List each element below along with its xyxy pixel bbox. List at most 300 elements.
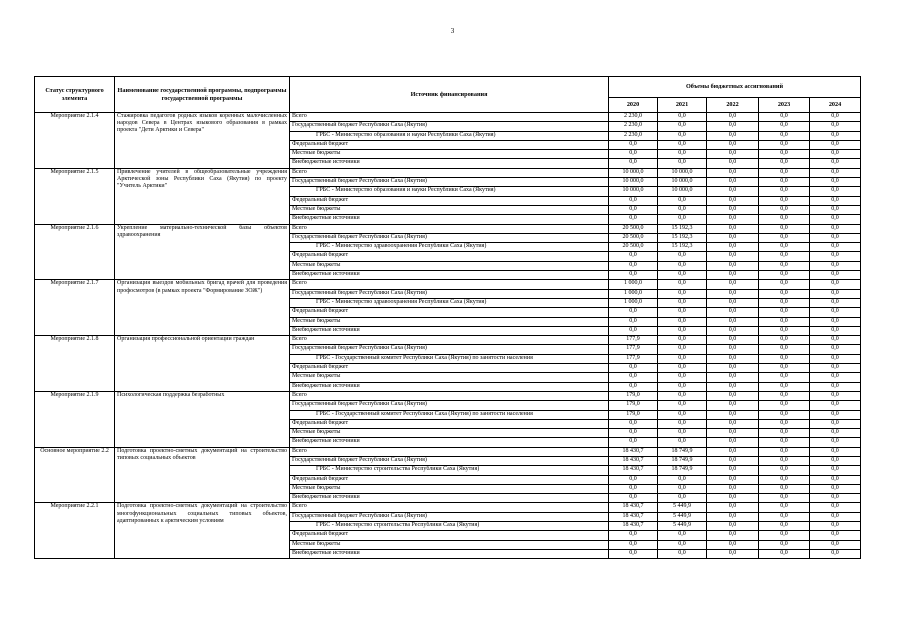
budget-value: 0,0 xyxy=(810,354,861,363)
budget-value: 0,0 xyxy=(609,150,658,159)
budget-value: 2 230,0 xyxy=(609,131,658,140)
table-body xyxy=(35,113,861,559)
budget-value: 0,0 xyxy=(658,215,707,224)
budget-value: 0,0 xyxy=(707,140,759,149)
budget-value: 0,0 xyxy=(759,410,810,419)
funding-source: Государственный бюджет Республики Саха (Якутия) xyxy=(290,401,609,410)
budget-value: 0,0 xyxy=(707,549,759,558)
funding-source: Федеральный бюджет xyxy=(290,308,609,317)
row-name: Подготовка проектно-сметных документаций на строительство типовых социальных объектов xyxy=(115,447,290,503)
budget-value: 0,0 xyxy=(707,298,759,307)
budget-value: 0,0 xyxy=(707,308,759,317)
row-status: Мероприятие 2.1.8 xyxy=(35,336,115,392)
budget-value: 0,0 xyxy=(759,122,810,131)
budget-value: 0,0 xyxy=(707,280,759,289)
budget-value: 0,0 xyxy=(759,336,810,345)
funding-source: Внебюджетные источники xyxy=(290,382,609,391)
budget-value: 0,0 xyxy=(609,494,658,503)
funding-source: ГРБС - Министерство здравоохранения Республики Саха (Якутия) xyxy=(290,298,609,307)
budget-value: 0,0 xyxy=(609,364,658,373)
budget-value: 0,0 xyxy=(810,131,861,140)
budget-value: 0,0 xyxy=(810,243,861,252)
row-status: Мероприятие 2.2.1 xyxy=(35,503,115,559)
budget-value: 0,0 xyxy=(810,466,861,475)
budget-value: 0,0 xyxy=(658,345,707,354)
budget-value: 10 000,0 xyxy=(609,168,658,177)
funding-source: Всего xyxy=(290,168,609,177)
budget-value: 0,0 xyxy=(759,215,810,224)
funding-source: Государственный бюджет Республики Саха (Якутия) xyxy=(290,289,609,298)
budget-value: 0,0 xyxy=(810,345,861,354)
funding-source: Внебюджетные источники xyxy=(290,438,609,447)
budget-value: 0,0 xyxy=(707,382,759,391)
budget-value: 0,0 xyxy=(707,401,759,410)
row-name: Организация профессиональной ориентации граждан xyxy=(115,336,290,392)
budget-value: 0,0 xyxy=(759,140,810,149)
budget-value: 0,0 xyxy=(658,354,707,363)
budget-value: 0,0 xyxy=(658,261,707,270)
table-row xyxy=(35,336,861,345)
budget-value: 0,0 xyxy=(810,447,861,456)
budget-value: 18 749,9 xyxy=(658,466,707,475)
budget-value: 0,0 xyxy=(658,373,707,382)
budget-value: 0,0 xyxy=(707,419,759,428)
budget-value: 0,0 xyxy=(609,252,658,261)
budget-value: 0,0 xyxy=(810,456,861,465)
budget-value: 0,0 xyxy=(810,512,861,521)
table-row xyxy=(35,447,861,456)
budget-value: 0,0 xyxy=(658,391,707,400)
budget-value: 0,0 xyxy=(658,252,707,261)
budget-value: 0,0 xyxy=(759,243,810,252)
budget-value: 0,0 xyxy=(658,308,707,317)
budget-value: 0,0 xyxy=(658,298,707,307)
table-row xyxy=(35,113,861,122)
budget-value: 0,0 xyxy=(759,224,810,233)
funding-source: Внебюджетные источники xyxy=(290,271,609,280)
budget-value: 0,0 xyxy=(810,401,861,410)
funding-source: ГРБС - Министерство образования и науки Республики Саха (Якутия) xyxy=(290,131,609,140)
budget-value: 20 500,0 xyxy=(609,233,658,242)
budget-value: 0,0 xyxy=(759,419,810,428)
budget-value: 0,0 xyxy=(658,484,707,493)
budget-value: 1 000,0 xyxy=(609,298,658,307)
funding-source: Государственный бюджет Республики Саха (Якутия) xyxy=(290,122,609,131)
budget-value: 0,0 xyxy=(707,494,759,503)
budget-value: 0,0 xyxy=(759,159,810,168)
row-name: Организация выездов мобильных бригад врачей для проведения профосмотров (в рамках проекта "Формирование ЗОЖ") xyxy=(115,280,290,336)
budget-value: 0,0 xyxy=(759,466,810,475)
budget-value: 0,0 xyxy=(707,150,759,159)
funding-source: Федеральный бюджет xyxy=(290,252,609,261)
budget-value: 0,0 xyxy=(609,531,658,540)
budget-value: 0,0 xyxy=(759,233,810,242)
funding-source: Всего xyxy=(290,447,609,456)
budget-value: 0,0 xyxy=(810,205,861,214)
budget-value: 0,0 xyxy=(810,475,861,484)
budget-value: 0,0 xyxy=(810,419,861,428)
budget-value: 0,0 xyxy=(810,140,861,149)
funding-source: ГРБС - Государственный комитет Республики Саха (Якутия) по занятости населения xyxy=(290,410,609,419)
budget-value: 0,0 xyxy=(759,317,810,326)
budget-value: 0,0 xyxy=(707,484,759,493)
budget-value: 0,0 xyxy=(707,466,759,475)
budget-value: 0,0 xyxy=(810,233,861,242)
budget-value: 0,0 xyxy=(810,438,861,447)
budget-value: 0,0 xyxy=(707,391,759,400)
budget-value: 10 000,0 xyxy=(609,178,658,187)
header-year: 2021 xyxy=(658,98,707,113)
funding-source: Местные бюджеты xyxy=(290,150,609,159)
budget-value: 0,0 xyxy=(707,289,759,298)
budget-value: 0,0 xyxy=(707,475,759,484)
budget-value: 0,0 xyxy=(810,196,861,205)
table-header xyxy=(35,77,861,113)
budget-value: 0,0 xyxy=(810,252,861,261)
budget-value: 0,0 xyxy=(810,494,861,503)
budget-value: 0,0 xyxy=(810,503,861,512)
budget-value: 179,0 xyxy=(609,401,658,410)
budget-value: 177,9 xyxy=(609,336,658,345)
budget-value: 0,0 xyxy=(759,261,810,270)
budget-value: 0,0 xyxy=(707,429,759,438)
budget-value: 0,0 xyxy=(759,354,810,363)
budget-value: 0,0 xyxy=(810,549,861,558)
budget-value: 0,0 xyxy=(658,122,707,131)
row-status: Мероприятие 2.1.4 xyxy=(35,113,115,169)
budget-value: 0,0 xyxy=(658,280,707,289)
budget-value: 0,0 xyxy=(810,224,861,233)
budget-value: 0,0 xyxy=(658,326,707,335)
budget-value: 0,0 xyxy=(707,410,759,419)
budget-value: 0,0 xyxy=(658,475,707,484)
funding-source: Всего xyxy=(290,503,609,512)
funding-source: ГРБС - Министерство строительства Республики Саха (Якутия) xyxy=(290,522,609,531)
budget-value: 0,0 xyxy=(707,326,759,335)
funding-source: Всего xyxy=(290,336,609,345)
budget-value: 0,0 xyxy=(759,549,810,558)
header-year: 2020 xyxy=(609,98,658,113)
table-row xyxy=(35,168,861,177)
budget-value: 0,0 xyxy=(609,261,658,270)
budget-value: 1 000,0 xyxy=(609,280,658,289)
funding-source: Местные бюджеты xyxy=(290,429,609,438)
budget-value: 0,0 xyxy=(658,531,707,540)
funding-source: Федеральный бюджет xyxy=(290,531,609,540)
budget-value: 0,0 xyxy=(810,317,861,326)
budget-value: 0,0 xyxy=(658,429,707,438)
budget-value: 0,0 xyxy=(707,354,759,363)
page-number: 3 xyxy=(450,27,455,35)
funding-source: Государственный бюджет Республики Саха (Якутия) xyxy=(290,345,609,354)
funding-source: ГРБС - Министерство здравоохранения Республики Саха (Якутия) xyxy=(290,243,609,252)
budget-value: 0,0 xyxy=(759,447,810,456)
budget-value: 0,0 xyxy=(609,317,658,326)
budget-value: 10 000,0 xyxy=(658,178,707,187)
budget-value: 0,0 xyxy=(707,178,759,187)
budget-value: 18 749,9 xyxy=(658,447,707,456)
budget-value: 0,0 xyxy=(810,271,861,280)
funding-source: Федеральный бюджет xyxy=(290,364,609,373)
budget-value: 0,0 xyxy=(707,113,759,122)
budget-value: 18 430,7 xyxy=(609,503,658,512)
budget-value: 0,0 xyxy=(658,205,707,214)
budget-value: 0,0 xyxy=(759,298,810,307)
budget-value: 0,0 xyxy=(810,382,861,391)
table-row xyxy=(35,391,861,400)
budget-value: 0,0 xyxy=(759,531,810,540)
budget-value: 0,0 xyxy=(759,475,810,484)
budget-value: 0,0 xyxy=(810,298,861,307)
row-name: Психологическая поддержка безработных xyxy=(115,391,290,447)
budget-value: 0,0 xyxy=(810,178,861,187)
budget-value: 0,0 xyxy=(810,326,861,335)
budget-value: 0,0 xyxy=(609,484,658,493)
budget-value: 0,0 xyxy=(759,113,810,122)
budget-value: 0,0 xyxy=(759,494,810,503)
budget-value: 0,0 xyxy=(658,196,707,205)
budget-value: 0,0 xyxy=(609,419,658,428)
budget-value: 0,0 xyxy=(609,196,658,205)
budget-value: 0,0 xyxy=(707,215,759,224)
budget-value: 1 000,0 xyxy=(609,289,658,298)
budget-value: 0,0 xyxy=(810,308,861,317)
budget-value: 0,0 xyxy=(609,140,658,149)
funding-source: Местные бюджеты xyxy=(290,205,609,214)
budget-value: 0,0 xyxy=(810,484,861,493)
budget-value: 0,0 xyxy=(658,410,707,419)
funding-source: Государственный бюджет Республики Саха (Якутия) xyxy=(290,233,609,242)
budget-value: 2 230,0 xyxy=(609,113,658,122)
budget-value: 0,0 xyxy=(810,289,861,298)
budget-value: 0,0 xyxy=(609,308,658,317)
budget-value: 5 449,9 xyxy=(658,512,707,521)
table-row xyxy=(35,280,861,289)
funding-source: Внебюджетные источники xyxy=(290,549,609,558)
funding-source: ГРБС - Государственный комитет Республики Саха (Якутия) по занятости населения xyxy=(290,354,609,363)
budget-value: 0,0 xyxy=(707,168,759,177)
budget-value: 0,0 xyxy=(759,308,810,317)
budget-value: 0,0 xyxy=(609,382,658,391)
budget-value: 18 430,7 xyxy=(609,522,658,531)
budget-value: 0,0 xyxy=(707,271,759,280)
header-source: Источник финансирования xyxy=(290,77,609,113)
budget-value: 15 192,3 xyxy=(658,233,707,242)
budget-value: 0,0 xyxy=(707,503,759,512)
budget-value: 0,0 xyxy=(759,391,810,400)
funding-source: Федеральный бюджет xyxy=(290,140,609,149)
budget-value: 0,0 xyxy=(810,373,861,382)
budget-value: 0,0 xyxy=(707,187,759,196)
budget-value: 0,0 xyxy=(759,150,810,159)
budget-value: 0,0 xyxy=(707,159,759,168)
budget-value: 0,0 xyxy=(658,140,707,149)
budget-value: 0,0 xyxy=(658,159,707,168)
budget-value: 0,0 xyxy=(707,224,759,233)
budget-value: 0,0 xyxy=(609,373,658,382)
budget-value: 0,0 xyxy=(707,196,759,205)
budget-value: 0,0 xyxy=(810,429,861,438)
budget-value: 0,0 xyxy=(707,522,759,531)
budget-value: 0,0 xyxy=(707,261,759,270)
budget-value: 10 000,0 xyxy=(658,168,707,177)
budget-value: 0,0 xyxy=(707,345,759,354)
budget-value: 10 000,0 xyxy=(609,187,658,196)
budget-value: 0,0 xyxy=(810,168,861,177)
budget-value: 0,0 xyxy=(658,289,707,298)
budget-value: 0,0 xyxy=(810,540,861,549)
budget-value: 0,0 xyxy=(759,540,810,549)
budget-value: 0,0 xyxy=(759,373,810,382)
budget-value: 0,0 xyxy=(810,391,861,400)
budget-value: 0,0 xyxy=(759,131,810,140)
budget-value: 0,0 xyxy=(759,168,810,177)
budget-value: 0,0 xyxy=(759,187,810,196)
budget-value: 0,0 xyxy=(810,122,861,131)
budget-value: 0,0 xyxy=(658,494,707,503)
budget-value: 0,0 xyxy=(759,522,810,531)
row-status: Мероприятие 2.1.5 xyxy=(35,168,115,224)
row-status: Мероприятие 2.1.6 xyxy=(35,224,115,280)
budget-value: 0,0 xyxy=(759,456,810,465)
budget-table xyxy=(34,76,861,559)
funding-source: Местные бюджеты xyxy=(290,484,609,493)
header-volumes: Объемы бюджетных ассигнований xyxy=(609,77,861,98)
header-status: Статус структурного элемента xyxy=(35,77,115,113)
funding-source: Всего xyxy=(290,224,609,233)
funding-source: ГРБС - Министерство образования и науки Республики Саха (Якутия) xyxy=(290,187,609,196)
budget-value: 179,0 xyxy=(609,410,658,419)
budget-value: 0,0 xyxy=(759,280,810,289)
budget-value: 0,0 xyxy=(810,159,861,168)
row-status: Мероприятие 2.1.9 xyxy=(35,391,115,447)
budget-value: 0,0 xyxy=(658,113,707,122)
budget-value: 0,0 xyxy=(810,187,861,196)
funding-source: Местные бюджеты xyxy=(290,317,609,326)
budget-value: 0,0 xyxy=(759,364,810,373)
budget-value: 0,0 xyxy=(707,438,759,447)
header-year: 2024 xyxy=(810,98,861,113)
budget-value: 0,0 xyxy=(759,401,810,410)
budget-value: 0,0 xyxy=(759,289,810,298)
budget-value: 177,9 xyxy=(609,345,658,354)
budget-value: 0,0 xyxy=(759,503,810,512)
budget-value: 0,0 xyxy=(707,540,759,549)
funding-source: Внебюджетные источники xyxy=(290,215,609,224)
row-name: Подготовка проектно-сметных документаций на строительство многофункциональных социальных типовых объектов, адаптированных к арктическим условиям xyxy=(115,503,290,559)
budget-value: 2 230,0 xyxy=(609,122,658,131)
budget-value: 0,0 xyxy=(658,271,707,280)
row-name: Укрепление материально-технической базы объектов здравоохранения xyxy=(115,224,290,280)
budget-value: 15 192,3 xyxy=(658,243,707,252)
funding-source: Внебюджетные источники xyxy=(290,494,609,503)
row-status: Мероприятие 2.1.7 xyxy=(35,280,115,336)
budget-value: 20 500,0 xyxy=(609,224,658,233)
funding-source: Федеральный бюджет xyxy=(290,419,609,428)
budget-value: 5 449,9 xyxy=(658,522,707,531)
budget-value: 0,0 xyxy=(707,252,759,261)
budget-value: 0,0 xyxy=(658,419,707,428)
budget-value: 0,0 xyxy=(759,438,810,447)
budget-value: 18 430,7 xyxy=(609,512,658,521)
budget-value: 0,0 xyxy=(658,131,707,140)
row-name: Стажировка педагогов родных языков коренных малочисленных народов Севера в Центрах языкового образования в рамках проекта "Дети Арктики и Севера" xyxy=(115,113,290,169)
budget-value: 0,0 xyxy=(707,233,759,242)
budget-value: 0,0 xyxy=(810,215,861,224)
budget-value: 0,0 xyxy=(658,382,707,391)
budget-value: 0,0 xyxy=(759,429,810,438)
budget-value: 0,0 xyxy=(759,196,810,205)
budget-value: 0,0 xyxy=(810,522,861,531)
budget-value: 18 749,9 xyxy=(658,456,707,465)
header-name: Наименование государственной программы, подпрограммы государственной программы xyxy=(115,77,290,113)
budget-value: 0,0 xyxy=(759,252,810,261)
budget-value: 15 192,3 xyxy=(658,224,707,233)
budget-value: 0,0 xyxy=(810,531,861,540)
budget-value: 0,0 xyxy=(707,336,759,345)
budget-value: 0,0 xyxy=(759,271,810,280)
funding-source: Внебюджетные источники xyxy=(290,159,609,168)
budget-value: 177,9 xyxy=(609,354,658,363)
funding-source: Всего xyxy=(290,113,609,122)
budget-value: 0,0 xyxy=(609,326,658,335)
funding-source: Местные бюджеты xyxy=(290,261,609,270)
budget-value: 0,0 xyxy=(810,280,861,289)
budget-value: 0,0 xyxy=(658,438,707,447)
budget-value: 0,0 xyxy=(759,512,810,521)
budget-value: 18 430,7 xyxy=(609,466,658,475)
budget-value: 0,0 xyxy=(810,364,861,373)
budget-value: 0,0 xyxy=(810,150,861,159)
budget-value: 179,0 xyxy=(609,391,658,400)
budget-value: 0,0 xyxy=(658,336,707,345)
budget-value: 0,0 xyxy=(707,205,759,214)
budget-value: 0,0 xyxy=(707,243,759,252)
budget-value: 0,0 xyxy=(609,215,658,224)
budget-value: 0,0 xyxy=(707,373,759,382)
budget-value: 0,0 xyxy=(609,438,658,447)
funding-source: Внебюджетные источники xyxy=(290,326,609,335)
budget-value: 0,0 xyxy=(609,475,658,484)
budget-value: 0,0 xyxy=(810,113,861,122)
budget-value: 0,0 xyxy=(707,317,759,326)
table-row xyxy=(35,503,861,512)
budget-value: 0,0 xyxy=(658,364,707,373)
budget-value: 5 449,9 xyxy=(658,503,707,512)
budget-value: 0,0 xyxy=(759,205,810,214)
budget-value: 0,0 xyxy=(658,540,707,549)
budget-value: 0,0 xyxy=(609,540,658,549)
budget-value: 0,0 xyxy=(609,159,658,168)
funding-source: Государственный бюджет Республики Саха (Якутия) xyxy=(290,178,609,187)
funding-source: Всего xyxy=(290,391,609,400)
budget-value: 0,0 xyxy=(707,456,759,465)
funding-source: Федеральный бюджет xyxy=(290,196,609,205)
budget-value: 0,0 xyxy=(810,336,861,345)
budget-value: 0,0 xyxy=(707,122,759,131)
budget-value: 0,0 xyxy=(609,549,658,558)
budget-value: 0,0 xyxy=(759,382,810,391)
budget-value: 0,0 xyxy=(658,317,707,326)
funding-source: Местные бюджеты xyxy=(290,540,609,549)
budget-value: 0,0 xyxy=(759,484,810,493)
budget-value: 0,0 xyxy=(707,131,759,140)
budget-value: 0,0 xyxy=(658,401,707,410)
budget-value: 0,0 xyxy=(707,364,759,373)
budget-value: 0,0 xyxy=(658,549,707,558)
budget-value: 0,0 xyxy=(707,512,759,521)
header-year: 2023 xyxy=(759,98,810,113)
